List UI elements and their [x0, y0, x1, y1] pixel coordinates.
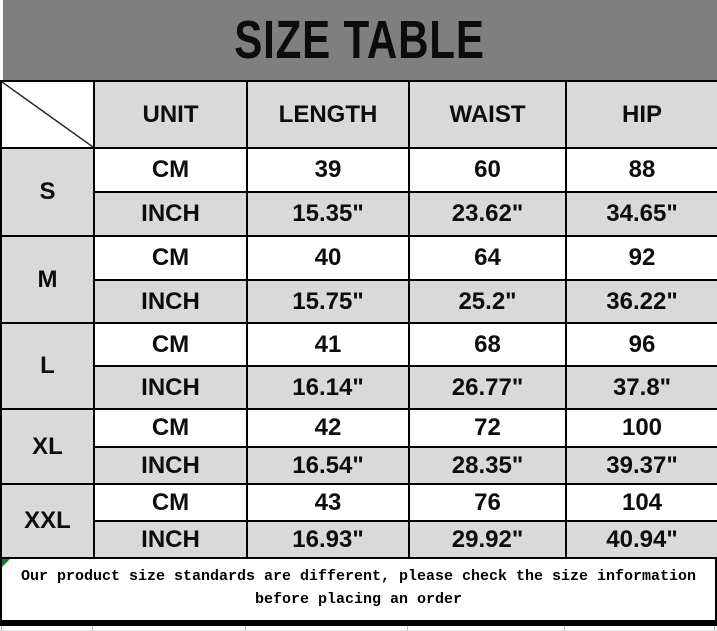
unit-cell: INCH	[94, 192, 247, 236]
bottom-strip	[0, 626, 717, 631]
value-cell: 104	[566, 484, 717, 521]
unit-cell: INCH	[94, 521, 247, 558]
unit-cell: CM	[94, 484, 247, 521]
value-cell: 41	[247, 323, 409, 366]
unit-cell: INCH	[94, 447, 247, 484]
table-row	[1, 447, 717, 484]
value-cell: 92	[566, 236, 717, 280]
header-cell-hip: HIP	[566, 81, 717, 148]
footer-note-line2: before placing an order	[254, 591, 463, 608]
header-cell-unit: UNIT	[94, 81, 247, 148]
value-cell: 40.94"	[566, 521, 717, 558]
diagonal-slash-icon	[2, 82, 93, 147]
value-cell: 16.93"	[247, 521, 409, 558]
value-cell: 37.8"	[566, 366, 717, 409]
value-cell: 26.77"	[409, 366, 566, 409]
unit-cell: INCH	[94, 366, 247, 409]
size-label-xl: XL	[1, 409, 94, 484]
value-cell: 34.65"	[566, 192, 717, 236]
unit-cell: CM	[94, 236, 247, 280]
value-cell: 60	[409, 148, 566, 192]
value-cell: 25.2"	[409, 280, 566, 323]
value-cell: 72	[409, 409, 566, 447]
value-cell: 43	[247, 484, 409, 521]
value-cell: 76	[409, 484, 566, 521]
page-title: SIZE TABLE	[234, 10, 486, 70]
value-cell: 15.75"	[247, 280, 409, 323]
value-cell: 39	[247, 148, 409, 192]
footer-note	[0, 557, 717, 626]
table-row	[1, 409, 717, 447]
table-row	[1, 323, 717, 366]
footer-note-line1: Our product size standards are different, please check the size information	[20, 568, 697, 585]
unit-cell: INCH	[94, 280, 247, 323]
value-cell: 96	[566, 323, 717, 366]
header-row	[1, 81, 717, 148]
table-row	[1, 366, 717, 409]
value-cell: 28.35"	[409, 447, 566, 484]
size-label-xxl: XXL	[1, 484, 94, 558]
header-cell-waist: WAIST	[409, 81, 566, 148]
value-cell: 23.62"	[409, 192, 566, 236]
size-label-m: M	[1, 236, 94, 323]
unit-cell: CM	[94, 148, 247, 192]
unit-cell: CM	[94, 323, 247, 366]
table-row	[1, 484, 717, 521]
value-cell: 16.54"	[247, 447, 409, 484]
size-label-s: S	[1, 148, 94, 236]
value-cell: 36.22"	[566, 280, 717, 323]
size-label-l: L	[1, 323, 94, 409]
value-cell: 100	[566, 409, 717, 447]
cell-corner-flag-icon	[2, 559, 10, 567]
header-cell-length: LENGTH	[247, 81, 409, 148]
value-cell: 42	[247, 409, 409, 447]
value-cell: 64	[409, 236, 566, 280]
value-cell: 16.14"	[247, 366, 409, 409]
table-row	[1, 280, 717, 323]
value-cell: 39.37"	[566, 447, 717, 484]
value-cell: 88	[566, 148, 717, 192]
table-row	[1, 192, 717, 236]
value-cell: 68	[409, 323, 566, 366]
corner-cell	[1, 81, 94, 148]
value-cell: 29.92"	[409, 521, 566, 558]
table-row	[1, 521, 717, 558]
table-row	[1, 148, 717, 192]
size-table	[0, 80, 717, 559]
title-banner	[3, 0, 717, 80]
unit-cell: CM	[94, 409, 247, 447]
value-cell: 40	[247, 236, 409, 280]
table-row	[1, 236, 717, 280]
value-cell: 15.35"	[247, 192, 409, 236]
